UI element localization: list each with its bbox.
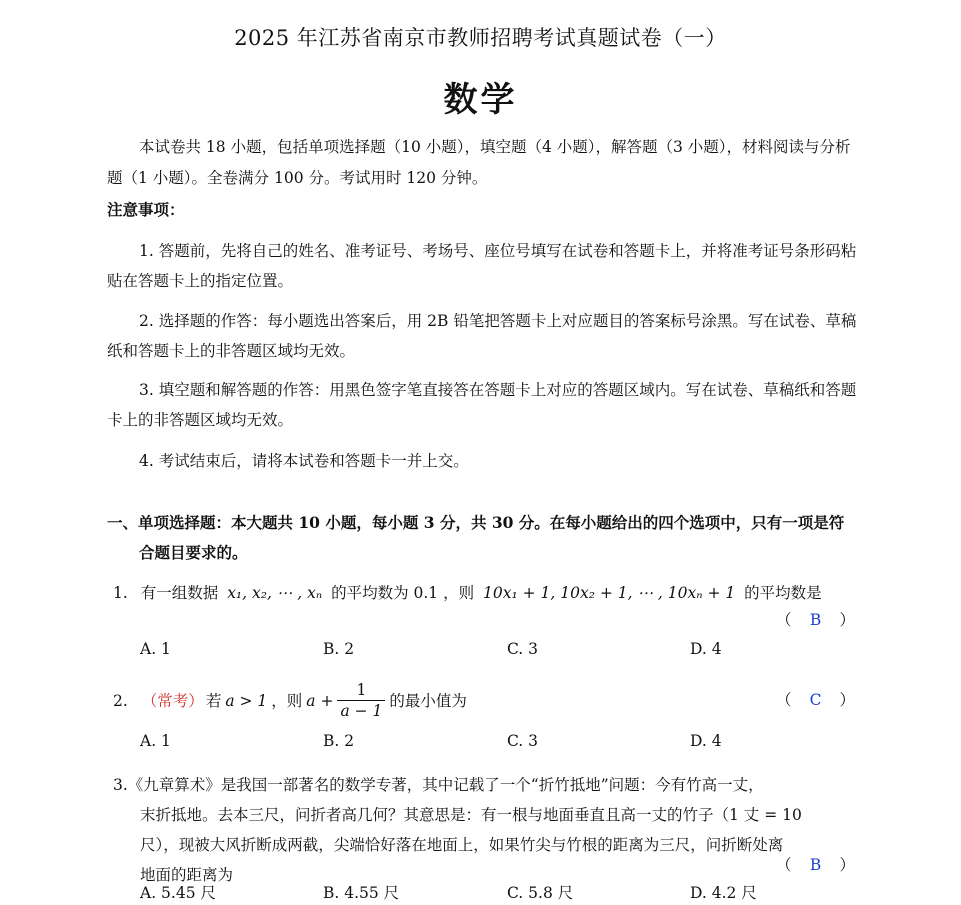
option-a: A. 1 xyxy=(140,640,171,658)
paren-open: （ xyxy=(776,691,792,709)
question-line: 地面的距离为 xyxy=(140,866,234,884)
question-2 xyxy=(113,680,467,721)
question-text: 的平均数是 xyxy=(744,584,822,602)
option-a: A. 1 xyxy=(140,732,171,750)
option-c: C. 3 xyxy=(507,732,539,750)
exam-title: 2025 年江苏省南京市教师招聘考试真题试卷（一） xyxy=(234,26,727,50)
note-item: 1. 答题前，先将自己的姓名、准考证号、考场号、座位号填写在试卷和答题卡上，并将准考证号条形码粘贴在答题卡上的指定位置。 xyxy=(107,242,857,290)
note-item: 4. 考试结束后，请将本试卷和答题卡一并上交。 xyxy=(139,452,469,470)
math-expression: 10x₁ + 1, 10x₂ + 1, ⋯ , 10xₙ + 1 xyxy=(483,584,736,602)
fraction-numerator: 1 xyxy=(356,681,367,699)
option-d: D. 4 xyxy=(690,640,722,658)
question-text: 的最小值为 xyxy=(389,691,467,710)
option-b: B. 2 xyxy=(323,640,355,658)
option-c: C. 3 xyxy=(507,640,539,658)
option-d: D. 4.2 尺 xyxy=(690,884,757,902)
option-d: D. 4 xyxy=(690,732,722,750)
question-line: 尺），现被大风折断成两截，尖端恰好落在地面上，如果竹尖与竹根的距离为三尺，问折断处离 xyxy=(140,836,784,854)
question-tag: （常考） xyxy=(141,691,204,710)
option-b: B. 4.55 尺 xyxy=(323,884,400,902)
answer-letter: B xyxy=(809,611,822,629)
question-text: 的平均数为 0.1 ，则 xyxy=(331,584,475,602)
math-expression: x₁, x₂, ⋯ , xₙ xyxy=(227,584,323,602)
note-item: 3. 填空题和解答题的作答：用黑色签字笔直接答在答题卡上对应的答题区域内。写在试卷、草稿纸和答题卡上的非答题区域均无效。 xyxy=(107,381,857,429)
answer-bracket xyxy=(776,688,855,712)
answer-letter: C xyxy=(809,691,822,709)
option-b: B. 2 xyxy=(323,732,355,750)
exam-intro: 本试卷共 18 小题，包括单项选择题（10 小题），填空题（4 小题），解答题（3 小题），材料阅读与分析题（1 小题）。全卷满分 100 分。考试用时 120 分钟。 xyxy=(107,138,851,187)
answer-bracket xyxy=(776,853,855,877)
note-item: 2. 选择题的作答：每小题选出答案后，用 2B 铅笔把答题卡上对应题目的答案标号涂黑。写在试卷、草稿纸和答题卡上的非答题区域均无效。 xyxy=(107,312,857,360)
math-expression: a > 1 xyxy=(225,691,268,710)
fraction xyxy=(337,680,385,721)
question-text: 《九章算术》是我国一部著名的数学专著，其中记载了一个“折竹抵地”问题：今有竹高一丈， xyxy=(127,776,764,794)
question-text: ，则 xyxy=(271,691,303,710)
option-a: A. 5.45 尺 xyxy=(140,884,216,902)
question-line: 末折抵地。去本三尺，问折者高几何？其意思是：有一根与地面垂直且高一丈的竹子（1 丈 = 10 xyxy=(140,806,802,824)
question-number: 1. xyxy=(113,584,128,602)
math-expression: a + xyxy=(306,691,334,710)
answer-bracket xyxy=(776,608,855,632)
paren-open: （ xyxy=(776,611,792,629)
answer-letter: B xyxy=(809,856,822,874)
question-number: 3. xyxy=(113,776,128,794)
option-c: C. 5.8 尺 xyxy=(507,884,574,902)
fraction-denominator: a − 1 xyxy=(337,700,385,721)
question-number: 2. xyxy=(113,691,128,710)
question-text: 若 xyxy=(205,691,222,710)
question-line xyxy=(113,770,859,800)
paren-close: ） xyxy=(839,611,856,629)
paren-close: ） xyxy=(839,856,856,874)
subject-title: 数学 xyxy=(443,80,518,120)
paren-close: ） xyxy=(839,691,856,709)
question-1 xyxy=(113,578,822,608)
question-3 xyxy=(113,770,859,890)
section-heading xyxy=(107,508,859,568)
notes-heading: 注意事项： xyxy=(107,200,185,219)
section-heading-text: 一、单项选择题：本大题共 10 小题，每小题 3 分，共 30 分。在每小题给出的四个选项中，只有一项是符合题目要求的。 xyxy=(107,513,845,562)
paren-open: （ xyxy=(776,856,792,874)
question-text: 有一组数据 xyxy=(140,584,219,602)
